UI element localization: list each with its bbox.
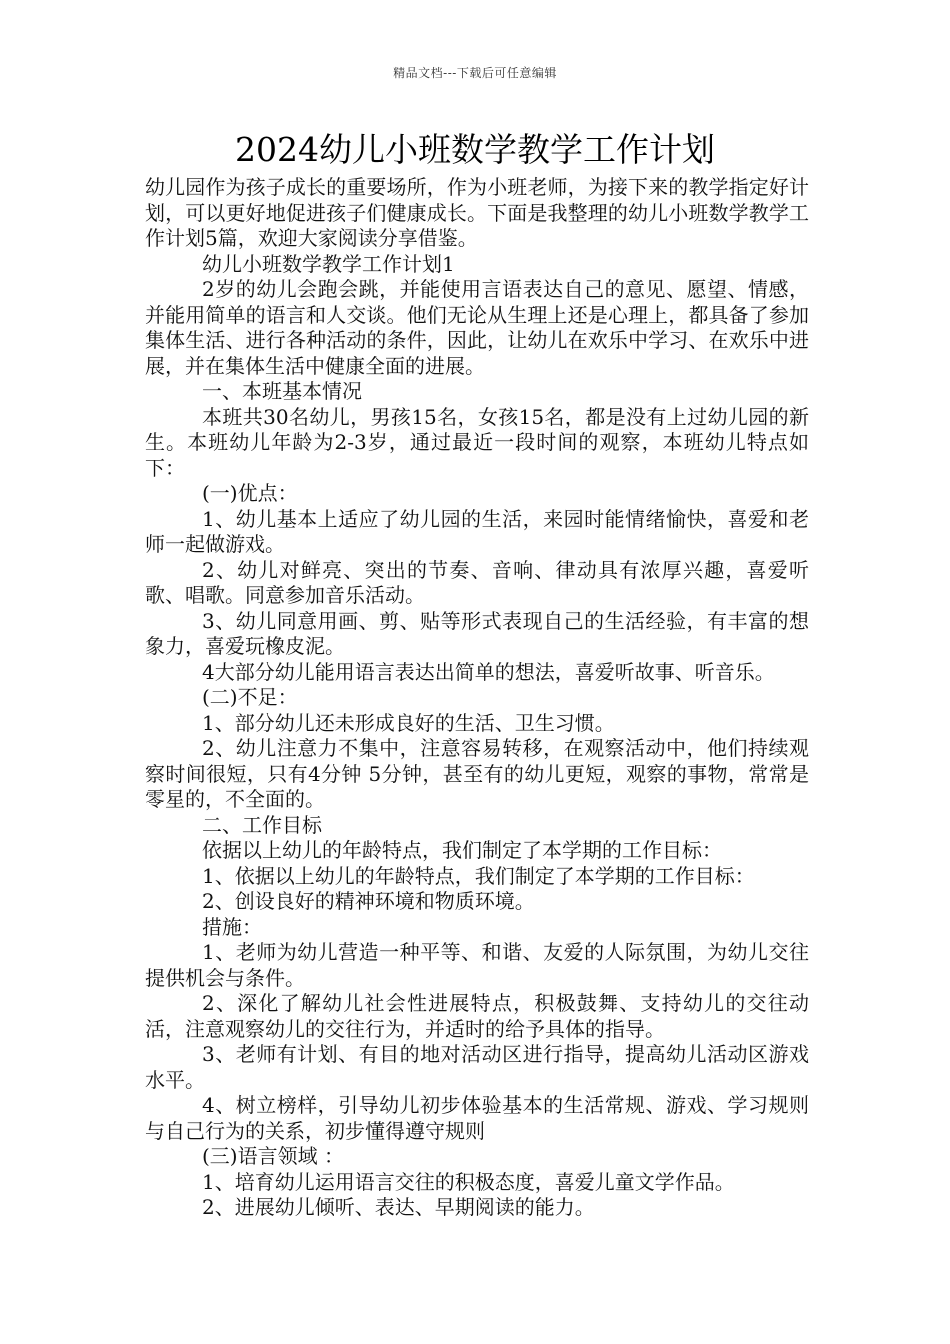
- section-heading: 二、工作目标: [202, 812, 322, 837]
- list-item: 2、创设良好的精神环境和物质环境。: [202, 889, 535, 913]
- paragraph: 2岁的幼儿会跑会跳，并能使用言语表达自己的意见、愿望、情感，并能用简单的语言和人交谈。他们无论从生理上还是心理上，都具备了参加集体生活、进行各种活动的条件，因此，让幼儿在欢乐中学习、在欢乐中进展，并在集体生活中健康全面的进展。: [145, 277, 809, 378]
- subsection-heading: (三)语言领域 ：: [202, 1144, 344, 1168]
- list-item: 1、依据以上幼儿的年龄特点，我们制定了本学期的工作目标：: [202, 863, 755, 888]
- paragraph: 依据以上幼儿的年龄特点，我们制定了本学期的工作目标：: [202, 838, 722, 862]
- paragraph: 本班共30名幼儿，男孩15名，女孩15名，都是没有上过幼儿园的新生。本班幼儿年龄为2-3岁，通过最近一段时间的观察，本班幼儿特点如下：: [145, 404, 809, 480]
- section-heading: 一、本班基本情况: [202, 379, 362, 403]
- list-item: 1、部分幼儿还未形成良好的生活、卫生习惯。: [202, 710, 615, 735]
- header-note: 精品文档---下载后可任意编辑: [393, 66, 557, 80]
- document-title: 2024幼儿小班数学教学工作计划: [235, 130, 715, 169]
- list-item: 3、幼儿同意用画、剪、贴等形式表现自己的生活经验，有丰富的想象力，喜爱玩橡皮泥。: [145, 608, 809, 658]
- list-item: 2、深化了解幼儿社会性进展特点，积极鼓舞、支持幼儿的交往动活，注意观察幼儿的交往行为，并适时的给予具体的指导。: [145, 991, 809, 1041]
- list-item: 1、老师为幼儿营造一种平等、和谐、友爱的人际氛围，为幼儿交往提供机会与条件。: [145, 940, 809, 990]
- document-body: [145, 175, 809, 1221]
- list-item: 2、进展幼儿倾听、表达、早期阅读的能力。: [202, 1195, 595, 1219]
- list-item: 1、幼儿基本上适应了幼儿园的生活，来园时能情绪愉快，喜爱和老师一起做游戏。: [145, 506, 809, 556]
- list-item: 4大部分幼儿能用语言表达出简单的想法，喜爱听故事、听音乐。: [202, 659, 775, 684]
- list-item: 2、幼儿注意力不集中，注意容易转移，在观察活动中，他们持续观察时间很短，只有4分钟 5分钟，甚至有的幼儿更短，观察的事物，常常是零星的，不全面的。: [145, 736, 809, 811]
- list-item: 2、幼儿对鲜亮、突出的节奏、音响、律动具有浓厚兴趣，喜爱听歌、唱歌。同意参加音乐活动。: [145, 557, 809, 607]
- plan-heading: 幼儿小班数学教学工作计划1: [202, 251, 455, 276]
- list-item: 1、培育幼儿运用语言交往的积极态度，喜爱儿童文学作品。: [202, 1169, 735, 1194]
- subsection-heading: (二)不足：: [202, 685, 298, 709]
- list-item: 4、树立榜样，引导幼儿初步体验基本的生活常规、游戏、学习规则与自己行为的关系，初步懂得遵守规则: [145, 1093, 809, 1143]
- list-item: 3、老师有计划、有目的地对活动区进行指导，提高幼儿活动区游戏水平。: [145, 1042, 809, 1092]
- subsection-heading: 措施：: [202, 914, 262, 939]
- subsection-heading: (一)优点：: [202, 481, 298, 505]
- intro-paragraph: 幼儿园作为孩子成长的重要场所，作为小班老师，为接下来的教学指定好计划，可以更好地促进孩子们健康成长。下面是我整理的幼儿小班数学教学工作计划5篇，欢迎大家阅读分享借鉴。: [145, 175, 809, 250]
